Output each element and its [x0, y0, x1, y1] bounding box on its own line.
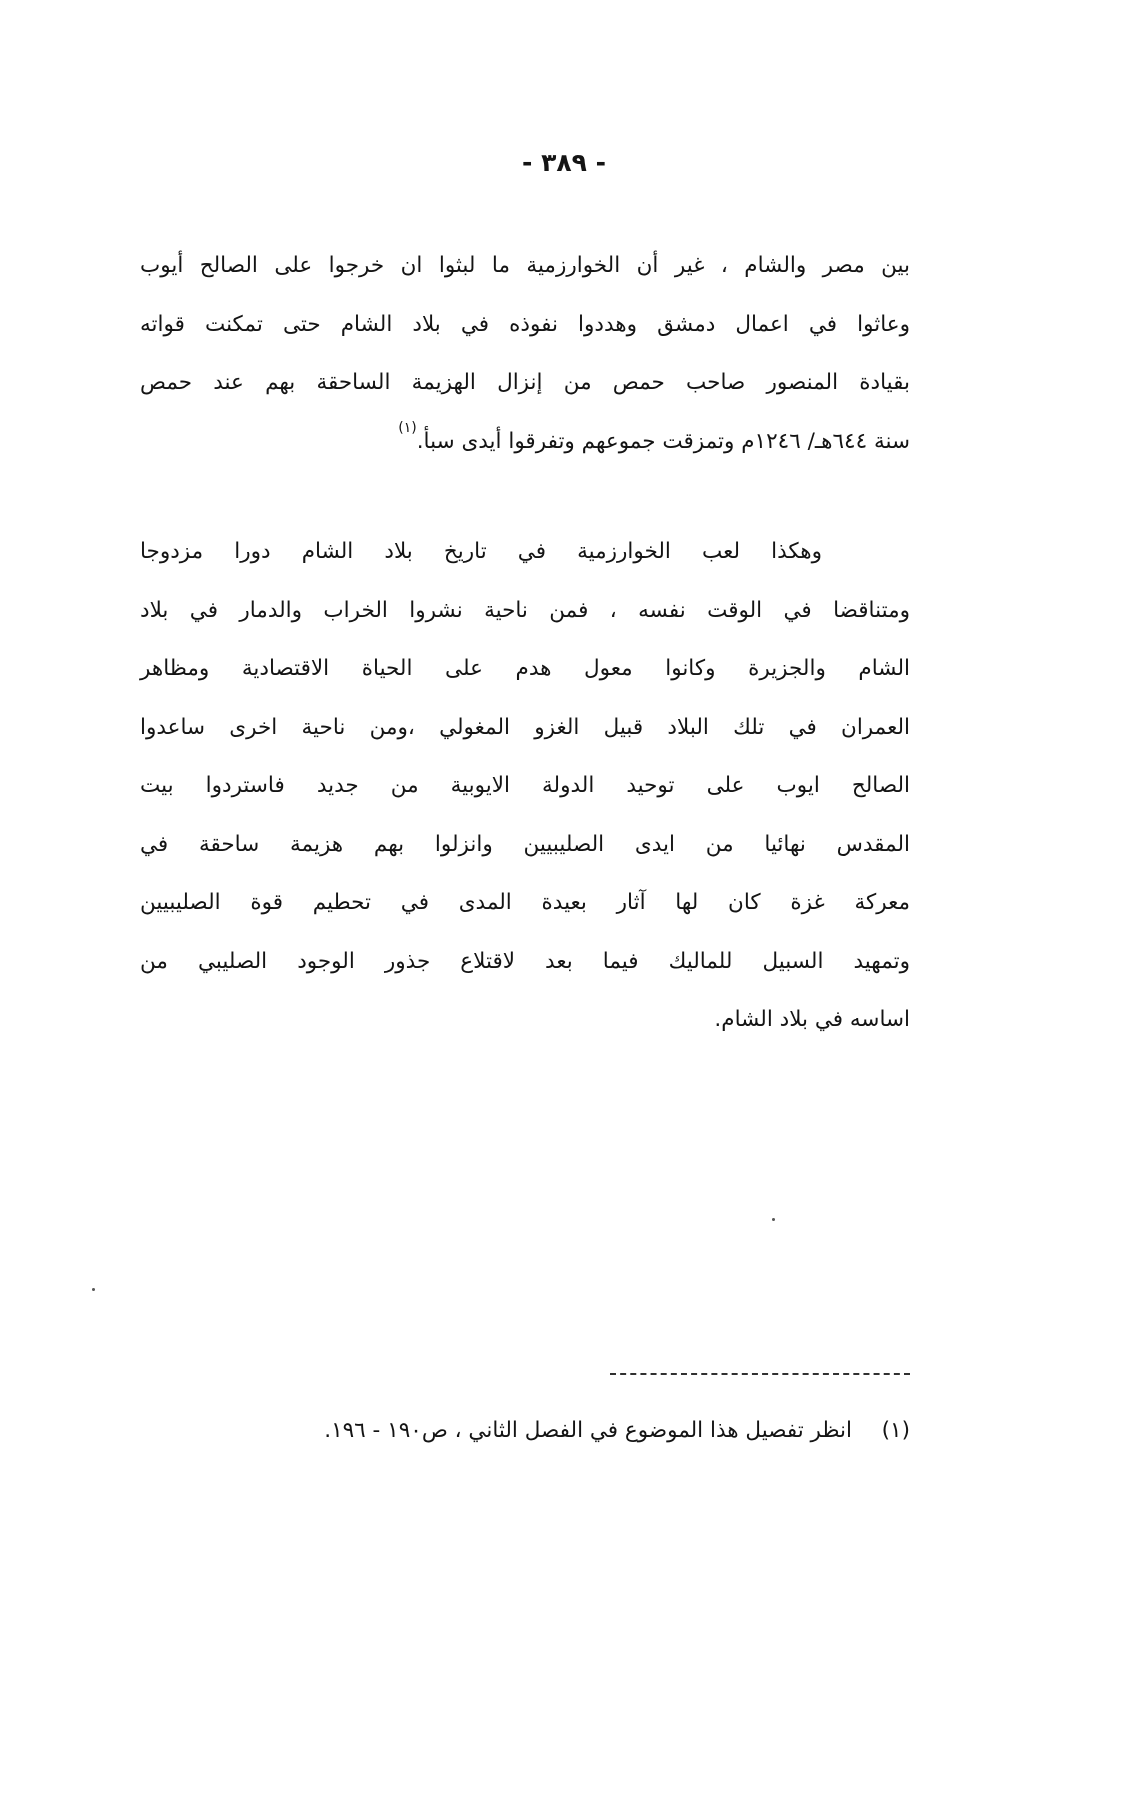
text-line: وهكذا لعب الخوارزمية في تاريخ بلاد الشام دورا مزدوجا	[140, 539, 822, 564]
text-line: بقيادة المنصور صاحب حمص من إنزال الهزيمة الساحقة بهم عند حمص	[140, 370, 910, 395]
scan-speck	[92, 1288, 95, 1291]
text-line: معركة غزة كان لها آثار بعيدة المدى في تحطيم قوة الصليبيين	[140, 890, 910, 915]
scan-speck	[772, 1218, 775, 1221]
text-line: الشام والجزيرة وكانوا معول هدم على الحياة الاقتصادية ومظاهر	[140, 656, 910, 681]
footnote-divider	[610, 1373, 910, 1375]
text-line: الصالح ايوب على توحيد الدولة الايوبية من جديد فاستردوا بيت	[140, 773, 910, 798]
text-line: اساسه في بلاد الشام.	[714, 1007, 910, 1032]
footnote-reference: (١)	[398, 419, 417, 436]
footnote	[140, 1418, 910, 1443]
text-line-with-footnote	[140, 419, 910, 490]
text-line: وعاثوا في اعمال دمشق وهددوا نفوذه في بلاد الشام حتى تمكنت قواته	[140, 311, 910, 337]
footnote-text: انظر تفصيل هذا الموضوع في الفصل الثاني ، ص١٩٠ - ١٩٦.	[324, 1418, 852, 1443]
page-number: - ٣٨٩ -	[522, 148, 606, 177]
text-line: ومتناقضا في الوقت نفسه ، فمن ناحية نشروا الخراب والدمار في بلاد	[140, 597, 910, 623]
paragraph-1	[140, 255, 910, 489]
text-line: العمران في تلك البلاد قبيل الغزو المغولي ،ومن ناحية اخرى ساعدوا	[140, 714, 910, 740]
paragraph-2	[140, 541, 910, 1068]
body-text	[140, 255, 910, 1068]
text-line: بين مصر والشام ، غير أن الخوارزمية ما لبثوا ان خرجوا على الصالح أيوب	[140, 253, 910, 278]
text-line: وتمهيد السبيل للماليك فيما بعد لاقتلاع جذور الوجود الصليبي من	[140, 948, 910, 974]
footnote-marker: (١)	[881, 1418, 910, 1443]
text-line: المقدس نهائيا من ايدى الصليبيين وانزلوا بهم هزيمة ساحقة في	[140, 831, 910, 857]
text-line: سنة ٦٤٤هـ/ ١٢٤٦م وتمزقت جموعهم وتفرقوا أيدى سبأ.	[416, 428, 910, 454]
